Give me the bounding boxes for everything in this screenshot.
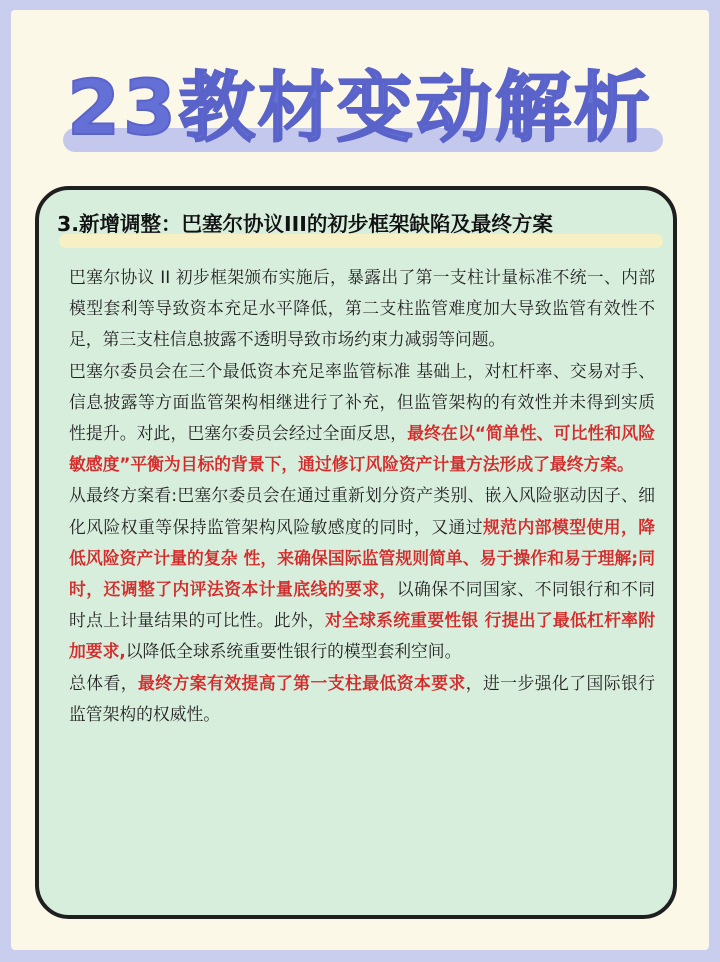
paragraph-4-highlight: 最终方案有效提高了第一支柱最低资本要求 (138, 672, 466, 693)
section-heading: 3.新增调整：巴塞尔协议III的初步框架缺陷及最终方案 (57, 212, 553, 236)
paragraph-1: 巴塞尔协议 II 初步框架颁布实施后，暴露出了第一支柱计量标准不统一、内部模型套利等导致资本充足水平降低，第二支柱监管难度加大导致监管有效性不足，第三支柱信息披露不透明导致市场约束力减弱等问题。 (69, 267, 655, 350)
page-title: 23教材变动解析 (67, 63, 653, 152)
paragraph-3-highlight-1: 规范内部模型使用，降低风险资产计量的复杂 性，来确保国际监管规则简单、易于操作和易于理解;同时，还调整了内评法资本计量底线的要求， (69, 516, 655, 600)
paragraph-3-text-b: 以确保不同国家、不同银行和不同时点上计量结果的可比性。此外， (69, 579, 655, 631)
title-area (11, 58, 709, 168)
section-header (57, 204, 657, 250)
paragraph-4 (69, 668, 655, 730)
paragraph-3-text-c: 以降低全球系统重要性银行的模型套利空间。 (125, 641, 462, 662)
paragraph-2-highlight: 最终在以“简单性、可比性和风险 敏感度”平衡为目标的背景下，通过修订风险资产计量方法形成了最终方案。 (69, 423, 655, 475)
paragraph-4-text-b: ，进一步强化了国际银行监管架构的权威性。 (69, 672, 655, 724)
content-card (35, 186, 677, 919)
page-background (11, 10, 709, 950)
paragraph-4-text-a: 总体看， (69, 672, 138, 693)
paragraph-3-highlight-2: 对全球系统重要性银 行提出了最低杠杆率附加要求, (69, 610, 655, 662)
paragraph-2-text: 巴塞尔委员会在三个最低资本充足率监管标准 基础上，对杠杆率、交易对手、信息披露等方面监管架构相继进行了补充，但监管架构的有效性并未得到实质性提升。对此，巴塞尔委员会经过全面反思， (69, 360, 655, 444)
paragraph-3-text-a: 从最终方案看:巴塞尔委员会在通过重新划分资产类别、嵌入风险驱动因子、细化风险权重等保持监管架构风险敏感度的同时，又通过 (69, 485, 655, 537)
section-body (69, 262, 655, 730)
paragraph-2 (69, 356, 655, 481)
paragraph-3 (69, 480, 655, 667)
